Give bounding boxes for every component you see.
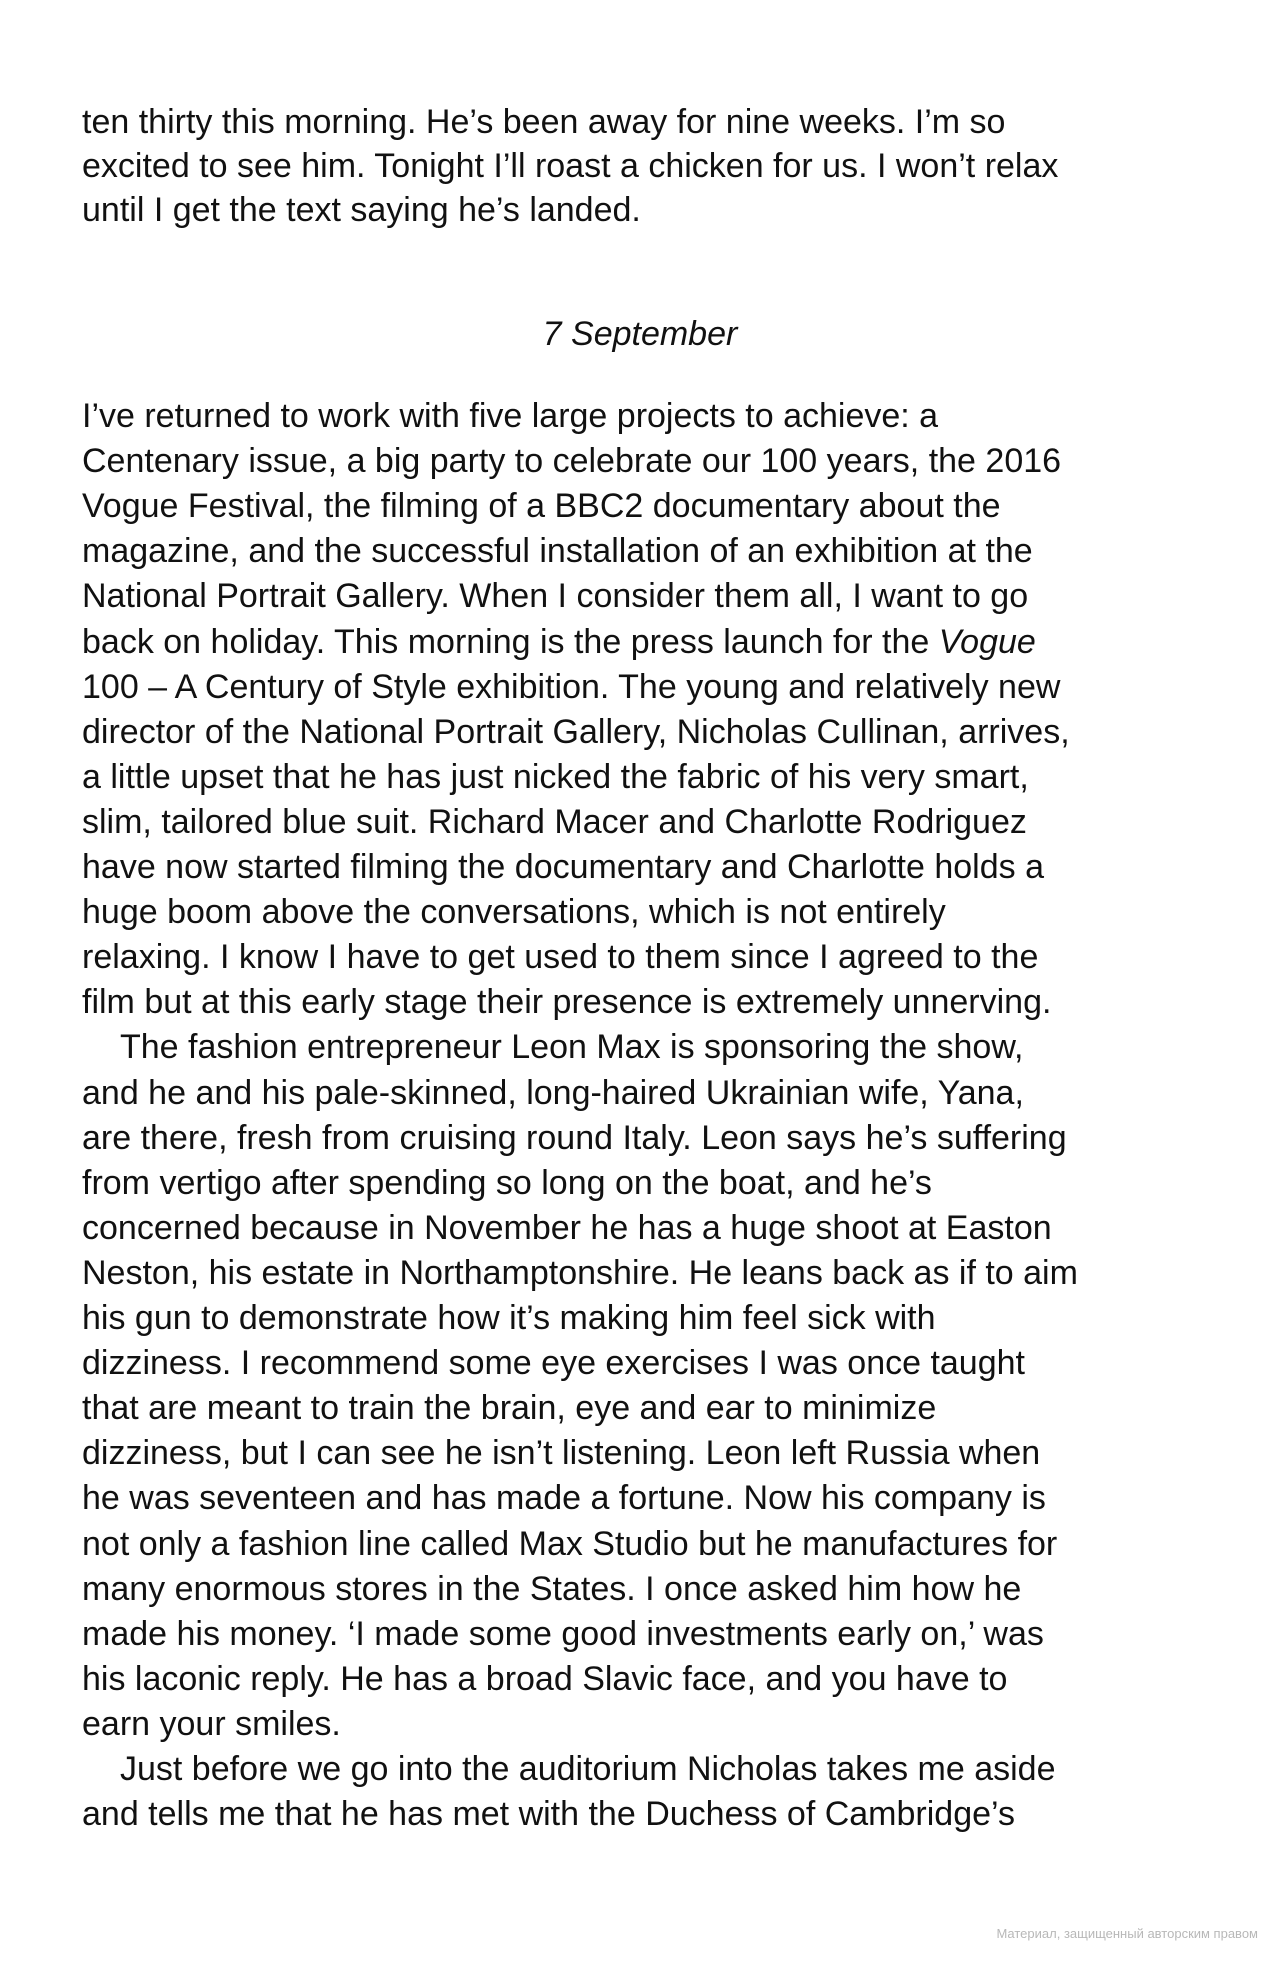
text-line	[82, 1657, 1007, 1702]
text-line	[82, 755, 1029, 800]
text-line	[82, 1161, 932, 1206]
text-run: 100 – A Century of Style exhibition. The young and relatively new	[82, 667, 1061, 706]
text-line	[120, 1747, 1056, 1792]
text-run: not only a fashion line called Max Studio but he manufactures for	[82, 1524, 1058, 1563]
text-line	[82, 800, 1027, 845]
text-run: from vertigo after spending so long on the boat, and he’s	[82, 1163, 932, 1202]
text-line	[82, 1612, 1044, 1657]
text-run: National Portrait Gallery. When I consider them all, I want to go	[82, 577, 1029, 616]
text-line	[82, 710, 1070, 755]
text-run: dizziness, but I can see he isn’t listening. Leon left Russia when	[82, 1434, 1041, 1473]
text-run: Neston, his estate in Northamptonshire. He leans back as if to aim	[82, 1253, 1078, 1292]
text-run: back on holiday. This morning is the press launch for the	[82, 622, 939, 661]
text-line	[82, 144, 1058, 189]
text-run: have now started filming the documentary and Charlotte holds a	[82, 848, 1044, 886]
text-run: many enormous stores in the States. I once asked him how he	[82, 1569, 1022, 1608]
italic-text: Vogue	[938, 622, 1036, 661]
text-run: and tells me that he has met with the Duchess of Cambridge’s	[82, 1795, 1015, 1834]
text-line	[82, 1251, 1078, 1296]
text-run: excited to see him. Tonight I’ll roast a chicken for us. I won’t relax	[82, 147, 1059, 185]
text-line	[82, 890, 946, 935]
text-line	[82, 1116, 1067, 1161]
text-line	[82, 529, 1033, 574]
text-line	[82, 1702, 341, 1747]
text-line	[82, 980, 1051, 1025]
text-line	[82, 665, 1060, 710]
text-line	[82, 100, 1005, 145]
text-run: concerned because in November he has a huge shoot at Easton	[82, 1208, 1052, 1247]
text-run: I’ve returned to work with five large projects to achieve: a	[82, 397, 939, 435]
text-run: Centenary issue, a big party to celebrate our 100 years, the 2016	[82, 442, 1062, 481]
text-line	[82, 1792, 1015, 1837]
text-line	[82, 1522, 1057, 1567]
text-run: Just before we go into the auditorium Nicholas takes me aside	[120, 1750, 1056, 1788]
text-line	[82, 484, 1001, 529]
text-line	[82, 1476, 1046, 1521]
text-line	[82, 1567, 1021, 1612]
text-line	[82, 620, 1036, 665]
text-run: until I get the text saying he’s landed.	[82, 191, 641, 229]
text-line	[82, 574, 1028, 619]
text-line	[82, 1206, 1052, 1251]
diary-date-heading: 7 September	[542, 315, 738, 353]
text-line	[82, 1071, 1024, 1116]
text-run: film but at this early stage their presence is extremely unnerving.	[82, 983, 1052, 1022]
text-run: earn your smiles.	[82, 1704, 341, 1743]
text-line	[82, 935, 1038, 980]
copyright-watermark: Материал, защищенный авторским правом	[996, 1926, 1258, 1941]
text-run: his gun to demonstrate how it’s making him feel sick with	[82, 1299, 936, 1337]
text-run: made his money. ‘I made some good investments early on,’ was	[82, 1614, 1044, 1653]
text-line	[82, 1296, 936, 1341]
text-run: slim, tailored blue suit. Richard Macer and Charlotte Rodriguez	[82, 802, 1027, 841]
text-line	[120, 1025, 1023, 1070]
text-run: dizziness. I recommend some eye exercises I was once taught	[82, 1344, 1025, 1383]
text-run: and he and his pale-skinned, long-haired Ukrainian wife, Yana,	[82, 1073, 1024, 1112]
text-run: magazine, and the successful installation of an exhibition at the	[82, 532, 1033, 571]
text-run: relaxing. I know I have to get used to them since I agreed to the	[82, 938, 1039, 977]
text-line	[82, 394, 938, 439]
text-run: Vogue Festival, the filming of a BBC2 documentary about the	[82, 487, 1001, 526]
text-run: are there, fresh from cruising round Italy. Leon says he’s suffering	[82, 1118, 1067, 1157]
text-line	[82, 1341, 1025, 1386]
text-run: director of the National Portrait Gallery, Nicholas Cullinan, arrives,	[82, 712, 1070, 751]
text-run: his laconic reply. He has a broad Slavic face, and you have to	[82, 1659, 1008, 1698]
text-run: The fashion entrepreneur Leon Max is sponsoring the show,	[120, 1028, 1024, 1067]
text-line	[82, 188, 641, 233]
text-run: ten thirty this morning. He’s been away for nine weeks. I’m so	[82, 103, 1006, 141]
text-line	[82, 1431, 1040, 1476]
text-run: huge boom above the conversations, which is not entirely	[82, 893, 946, 932]
text-run: that are meant to train the brain, eye and ear to minimize	[82, 1389, 937, 1428]
text-run: a little upset that he has just nicked the fabric of his very smart,	[82, 757, 1029, 796]
text-line	[82, 845, 1044, 890]
text-run: he was seventeen and has made a fortune. Now his company is	[82, 1479, 1046, 1518]
text-line	[82, 439, 1061, 484]
text-line	[82, 1386, 936, 1431]
